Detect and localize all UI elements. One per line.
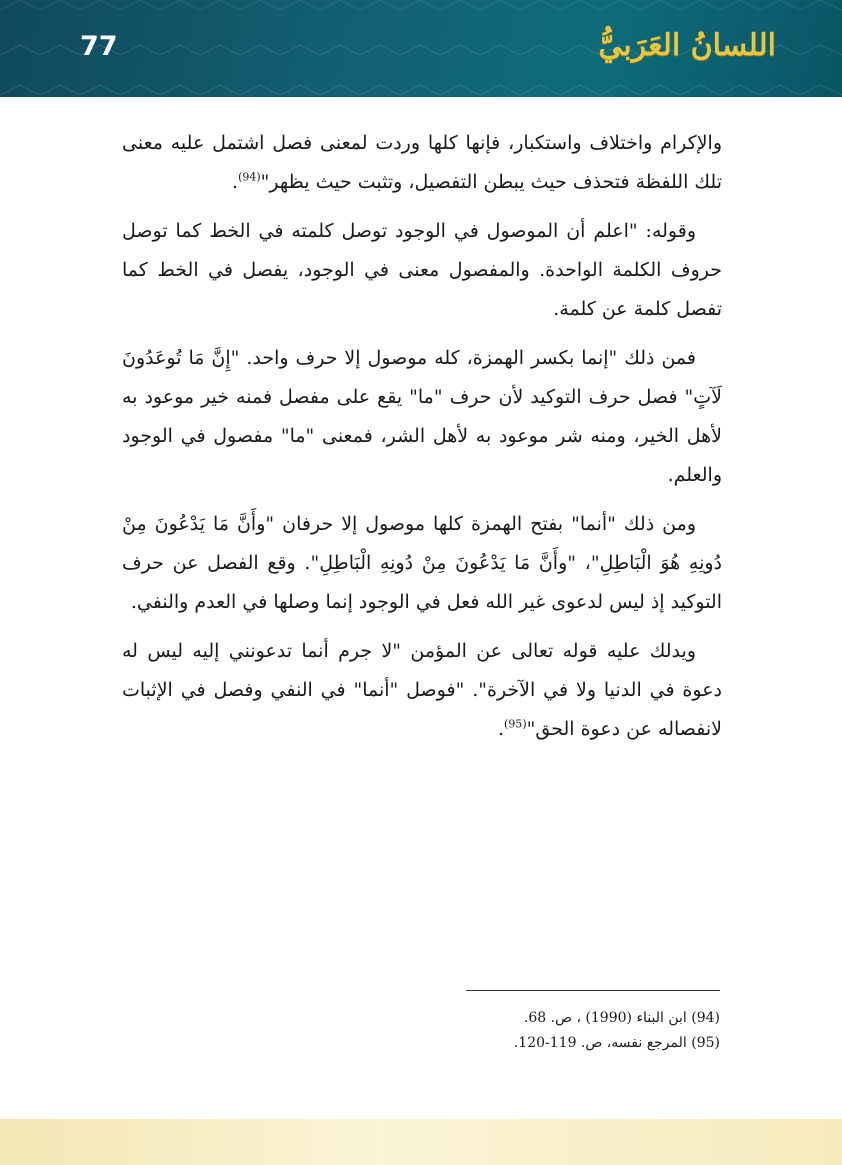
page-number: 77 xyxy=(80,31,118,62)
paragraph: وقوله: "اعلم أن الموصول في الوجود توصل كلمته في الخط كما توصل حروف الكلمة الواحدة. والمفصول معنى في الوجود، يفصل في الخط كما تفصل كلمة عن كلمة. xyxy=(122,220,722,320)
footnotes xyxy=(300,1006,720,1056)
footnote-ref[interactable]: (95) xyxy=(504,717,527,731)
footnote: (94) ابن البناء (1990) ، ص. 68. xyxy=(523,1010,720,1026)
footnote-ref[interactable]: (94) xyxy=(238,170,261,184)
article-body xyxy=(122,124,722,759)
paragraph: والإكرام واختلاف واستكبار، فإنها كلها وردت لمعنى فصل اشتمل عليه معنى تلك اللفظة فتحذف حيث يبطن التفصيل، وتثبت حيث يظهر"$^{(94)}$. xyxy=(122,132,722,193)
page-header xyxy=(0,0,842,97)
journal-logo-text: اللسانُ العَرَبيُّ xyxy=(598,28,776,63)
page-footer-band xyxy=(0,1119,842,1165)
paragraph-text: ويدلك عليه قوله تعالى عن المؤمن "لا جرم أنما تدعونني إليه ليس له دعوة في الدنيا ولا في الآخرة". "فوصل "أنما" في النفي وفصل في الإثبات لانفصاله عن دعوة الحق" xyxy=(122,640,722,740)
journal-logo xyxy=(598,24,776,74)
paragraph: ويدلك عليه قوله تعالى عن المؤمن "لا جرم أنما تدعونني إليه ليس له دعوة في الدنيا ولا في الآخرة". "فوصل "أنما" في النفي وفصل في الإثبات لانفصاله عن دعوة الحق"$^{(95)}$. xyxy=(122,640,722,740)
footnote-divider xyxy=(466,990,720,991)
paragraph: ومن ذلك "أنما" بفتح الهمزة كلها موصول إلا حرفان "وأَنَّ مَا يَدْعُونَ مِنْ دُونِهِ هُوَ الْبَاطِلِ"، "وأَنَّ مَا يَدْعُونَ مِنْ دُونِهِ الْبَاطِلِ". وقع الفصل عن حرف التوكيد إذ ليس لدعوى غير الله فعل في الوجود إنما وصلها في العدم والنفي. xyxy=(122,513,722,613)
paragraph-text: والإكرام واختلاف واستكبار، فإنها كلها وردت لمعنى فصل اشتمل عليه معنى تلك اللفظة فتحذف حيث يبطن التفصيل، وتثبت حيث يظهر" xyxy=(122,132,722,193)
footnote: (95) المرجع نفسه، ص. 119-120. xyxy=(513,1035,720,1051)
paragraph: فمن ذلك "إنما بكسر الهمزة، كله موصول إلا حرف واحد. "إِنَّ مَا تُوعَدُونَ لَآتٍ" فصل حرف التوكيد لأن حرف "ما" يقع على مفصل فمنه خير موعود به لأهل الخير، ومنه شر موعود به لأهل الشر، فمعنى "ما" مفصول في الوجود والعلم. xyxy=(122,347,722,486)
